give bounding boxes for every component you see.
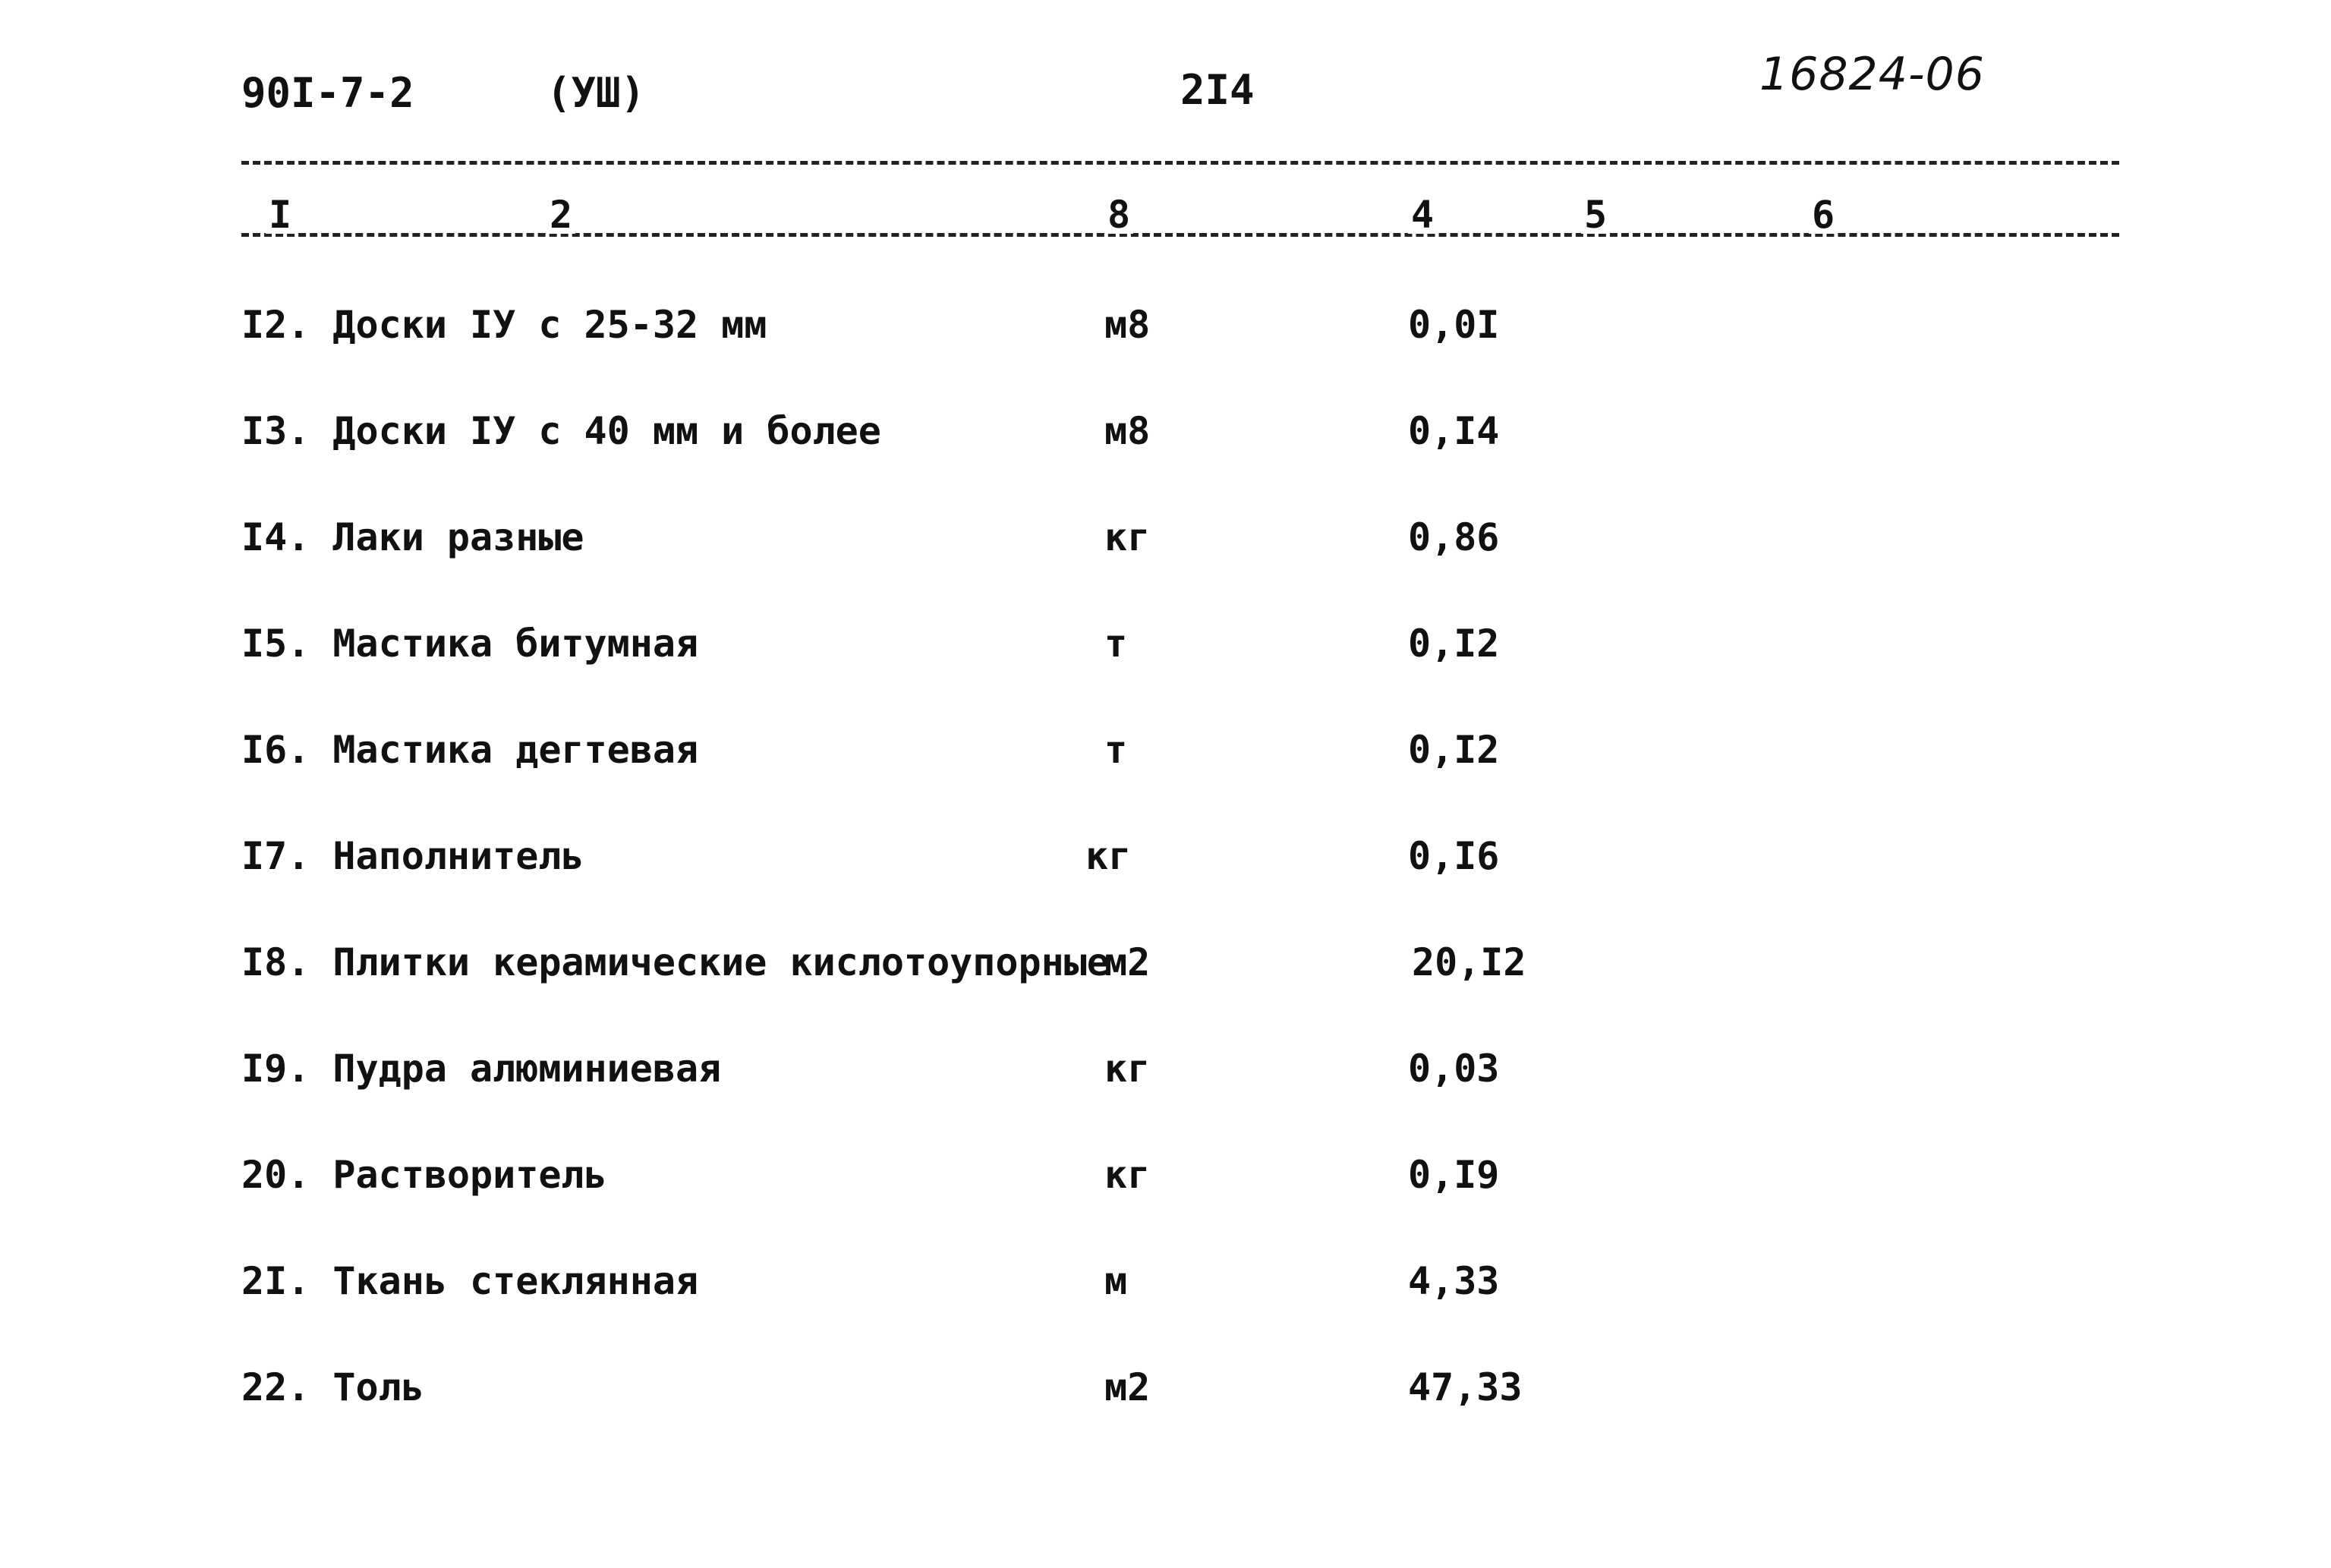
material-name: I8. Плитки керамические кислотоупорные — [241, 940, 1110, 984]
material-quantity: 0,0I — [1408, 303, 1500, 347]
column-number-5: 5 — [1581, 196, 1610, 234]
material-name: I2. Доски IУ с 25-32 мм — [241, 303, 767, 347]
table-row — [0, 617, 2331, 670]
material-unit: т — [1104, 622, 1128, 666]
material-unit: м — [1104, 1259, 1128, 1303]
material-unit: кг — [1104, 1153, 1151, 1197]
material-quantity: 0,I4 — [1408, 409, 1500, 453]
material-quantity: 0,I2 — [1408, 728, 1500, 772]
column-number-6: 6 — [1809, 196, 1838, 234]
page-number: 2I4 — [1180, 66, 1255, 114]
table-row — [0, 511, 2331, 564]
table-row — [0, 1148, 2331, 1201]
material-quantity: 0,86 — [1408, 515, 1500, 559]
table-row — [0, 1255, 2331, 1308]
material-name: I9. Пудра алюминиевая — [241, 1047, 722, 1091]
header-divider — [241, 161, 2119, 165]
material-quantity: 20,I2 — [1412, 940, 1526, 984]
material-name: 20. Растворитель — [241, 1153, 607, 1197]
material-quantity: 0,03 — [1408, 1047, 1500, 1091]
table-row — [0, 1042, 2331, 1095]
material-unit: м8 — [1104, 409, 1151, 453]
table-row — [0, 723, 2331, 776]
material-name: I3. Доски IУ с 40 мм и более — [241, 409, 881, 453]
material-unit: кг — [1104, 515, 1151, 559]
material-quantity: 47,33 — [1408, 1365, 1523, 1409]
material-unit: м2 — [1104, 1365, 1151, 1409]
volume-number: (УШ) — [547, 69, 646, 117]
material-name: I6. Мастика дегтевая — [241, 728, 699, 772]
material-unit: кг — [1104, 1047, 1151, 1091]
material-name: 22. Толь — [241, 1365, 424, 1409]
material-unit: м8 — [1104, 303, 1151, 347]
table-row — [0, 405, 2331, 458]
material-quantity: 0,I6 — [1408, 834, 1500, 878]
table-row — [0, 830, 2331, 883]
table-row — [0, 1361, 2331, 1414]
material-unit: т — [1104, 728, 1128, 772]
column-number-1: I — [266, 196, 295, 234]
material-unit: кг — [1085, 834, 1132, 878]
inventory-number: 16824-06 — [1759, 48, 1985, 101]
material-name: 2I. Ткань стеклянная — [241, 1259, 699, 1303]
column-number-4: 4 — [1408, 196, 1437, 234]
material-name: I4. Лаки разные — [241, 515, 584, 559]
document-code: 90I-7-2 — [241, 69, 414, 117]
material-quantity: 4,33 — [1408, 1259, 1500, 1303]
material-quantity: 0,I2 — [1408, 622, 1500, 666]
table-row — [0, 298, 2331, 351]
material-name: I7. Наполнитель — [241, 834, 584, 878]
material-unit: м2 — [1104, 940, 1151, 984]
table-row — [0, 936, 2331, 989]
column-number-3: 8 — [1104, 196, 1133, 234]
material-name: I5. Мастика битумная — [241, 622, 699, 666]
material-quantity: 0,I9 — [1408, 1153, 1500, 1197]
column-number-2: 2 — [547, 196, 575, 234]
